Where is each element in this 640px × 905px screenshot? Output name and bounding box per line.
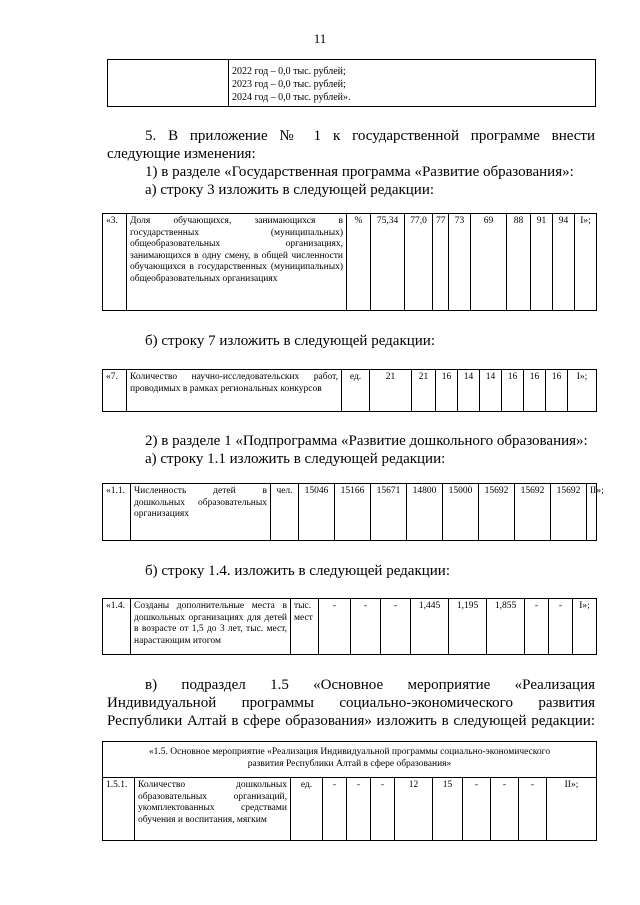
table-row-3 <box>102 213 597 311</box>
value-cell: 16 <box>546 370 568 412</box>
value-cell: 69 <box>471 214 507 311</box>
value-cell: 15000 <box>443 484 479 541</box>
unit: тыс. мест <box>291 599 319 655</box>
paragraph-b-row7 <box>107 332 595 350</box>
value-cell: - <box>519 778 547 841</box>
indicator-name: Количество дошкольных образовательных организаций, укомплектованных средствами обучения и воспитания, мягким <box>135 778 291 841</box>
table-row-1-5 <box>102 741 597 841</box>
p5-line4: а) строку 3 изложить в следующей редакции: <box>145 182 435 198</box>
value-cell: 1,855 <box>487 599 525 655</box>
value-cell: 14 <box>458 370 480 412</box>
funding-2024: 2024 год – 0,0 тыс. рублей». <box>232 92 351 103</box>
value-cell: 75,34 <box>371 214 405 311</box>
value-cell: - <box>371 778 395 841</box>
table-row-1-1 <box>102 483 604 541</box>
row-number: «7. <box>103 370 127 412</box>
category-cell: I»; <box>568 370 597 412</box>
paragraph-b-row14 <box>107 562 595 580</box>
row-number: «1.1. <box>103 484 131 541</box>
paragraph-2 <box>107 432 595 468</box>
category-cell: II»; <box>547 778 597 841</box>
value-cell: 15166 <box>335 484 371 541</box>
unit: ед. <box>342 370 370 412</box>
value-cell: 88 <box>507 214 531 311</box>
row-number: 1.5.1. <box>103 778 135 841</box>
value-cell: 21 <box>412 370 436 412</box>
indicator-name: Численность детей в дошкольных образовательных организациях <box>131 484 271 541</box>
value-cell: 1,445 <box>411 599 449 655</box>
value-cell: 15671 <box>371 484 407 541</box>
value-cell: 14800 <box>407 484 443 541</box>
pv-line3: Республики Алтай в сфере образования» изложить в следующей редакции: <box>107 713 595 729</box>
row-number: «1.4. <box>103 599 131 655</box>
value-cell: - <box>491 778 519 841</box>
value-cell: - <box>347 778 371 841</box>
p2-line2: а) строку 1.1 изложить в следующей редакции: <box>145 451 446 467</box>
value-cell: 16 <box>524 370 546 412</box>
funding-2023: 2023 год – 0,0 тыс. рублей; <box>232 79 346 90</box>
funding-2022: 2022 год – 0,0 тыс. рублей; <box>232 66 346 77</box>
value-cell: 16 <box>502 370 524 412</box>
value-cell: 16 <box>436 370 458 412</box>
value-cell: 15 <box>433 778 463 841</box>
value-cell: - <box>525 599 549 655</box>
value-cell: 15046 <box>299 484 335 541</box>
value-cell: - <box>549 599 573 655</box>
value-cell: 91 <box>531 214 553 311</box>
value-cell: 12 <box>395 778 433 841</box>
indicator-name: Созданы дополнительные места в дошкольных организациях для детей в возрасте от 1,5 до 3 лет, тыс. мест, нарастающим итогом <box>131 599 291 655</box>
value-cell: - <box>381 599 411 655</box>
funding-table-fragment <box>107 59 596 107</box>
value-cell: 15692 <box>551 484 587 541</box>
value-cell: - <box>323 778 347 841</box>
category-cell: I»; <box>575 214 597 311</box>
value-cell: - <box>351 599 381 655</box>
table-row-1-4 <box>102 598 597 655</box>
p2-line1: 2) в разделе 1 «Подпрограмма «Развитие дошкольного образования»: <box>145 433 588 449</box>
paragraph-5 <box>107 127 595 199</box>
p5-line1: 5. В приложение № 1 к государственной программе внести <box>145 128 595 144</box>
row-number: «3. <box>103 214 127 311</box>
value-cell: 1,195 <box>449 599 487 655</box>
p-b14-text: б) строку 1.4. изложить в следующей редакции: <box>145 563 450 579</box>
p-b7-text: б) строку 7 изложить в следующей редакции: <box>145 333 435 349</box>
category-cell: II»; <box>587 484 597 541</box>
value-cell: 77 <box>433 214 449 311</box>
pv-line2: Индивидуальной программы социально-экономического развития <box>107 695 595 711</box>
funding-lines <box>229 60 596 107</box>
value-cell: 15692 <box>515 484 551 541</box>
unit: чел. <box>271 484 299 541</box>
value-cell: 14 <box>480 370 502 412</box>
p5-line2: следующие изменения: <box>107 146 256 162</box>
section-header: «1.5. Основное мероприятие «Реализация Индивидуальной программы социально-экономического развития Республики Алтай в сфере образования» <box>103 742 597 778</box>
indicator-name: Доля обучающихся, занимающихся в государственных (муниципальных) общеобразовательных организациях, занимающихся в одну смену, в общей численности обучающихся в государственных (муниципальных) общеобразовательных организациях <box>127 214 347 311</box>
value-cell: 73 <box>449 214 471 311</box>
value-cell: 94 <box>553 214 575 311</box>
pv-line1: в) подраздел 1.5 «Основное мероприятие «Реализация <box>145 677 595 693</box>
value-cell: 77,0 <box>405 214 433 311</box>
unit: ед. <box>291 778 323 841</box>
p5-line3: 1) в разделе «Государственная программа «Развитие образования»: <box>145 164 574 180</box>
category-cell: I»; <box>573 599 597 655</box>
table-row-7 <box>102 369 597 412</box>
value-cell: - <box>463 778 491 841</box>
value-cell: 21 <box>370 370 412 412</box>
value-cell: - <box>319 599 351 655</box>
indicator-name: Количество научно-исследовательских работ, проводимых в рамках региональных конкурсов <box>127 370 342 412</box>
value-cell: 15692 <box>479 484 515 541</box>
paragraph-v <box>107 676 595 730</box>
page-number: 11 <box>313 31 327 46</box>
unit: % <box>347 214 371 311</box>
